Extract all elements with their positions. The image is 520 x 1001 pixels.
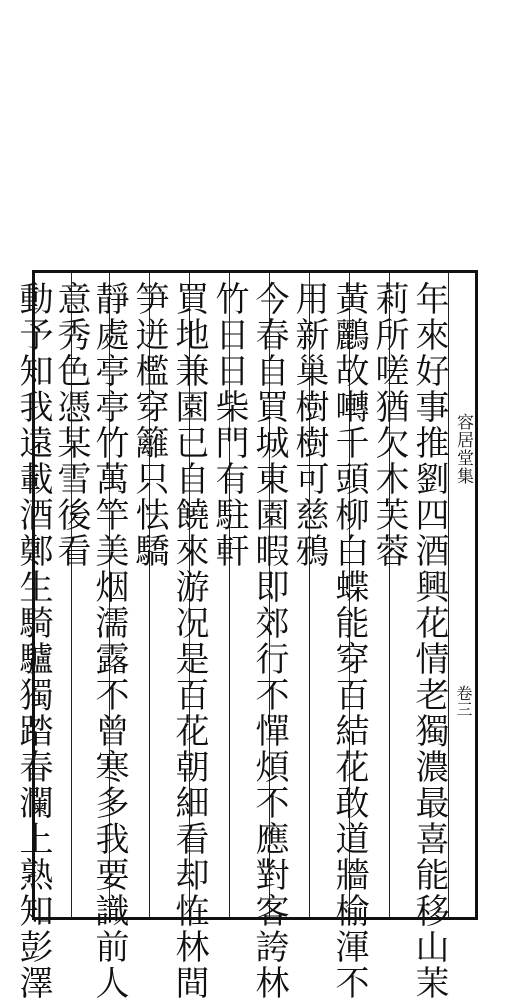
text-column: 竹日日柴門有駐軒 <box>209 281 249 569</box>
book-title: 容居堂集 <box>453 413 473 485</box>
text-column: 用新巢樹樹可慈鴉 <box>289 281 329 569</box>
page-frame <box>13 270 478 1001</box>
text-column: 動予知我遠載酒鄭生騎驢獨踏春瀾上熟知彭澤 <box>13 281 53 1001</box>
text-column: 買地兼園已自饒來游况是百花朝細看却恠林間 <box>169 281 209 1001</box>
block-margin <box>448 273 475 917</box>
text-column: 笋迸檻穿籬只怯驕 <box>129 281 169 569</box>
text-column: 意秀色憑某雪後看 <box>51 281 91 569</box>
text-column: 年來好事推劉四酒興花情老獨濃最喜能移山茉 <box>409 281 449 1001</box>
text-column: 今春自買城東園暇即郊行不憚煩不應對客誇林 <box>249 281 289 1001</box>
text-column: 靜處亭亭竹萬竿美烟濡露不曾寒多我要識前人 <box>89 281 129 1001</box>
text-column: 黃鸝故囀千頭柳白蝶能穿百結花敢道牆榆渾不 <box>329 281 369 1001</box>
text-column: 莉所嗟猶欠木芙蓉 <box>369 281 409 569</box>
chapter-label: 卷三 <box>454 685 473 717</box>
